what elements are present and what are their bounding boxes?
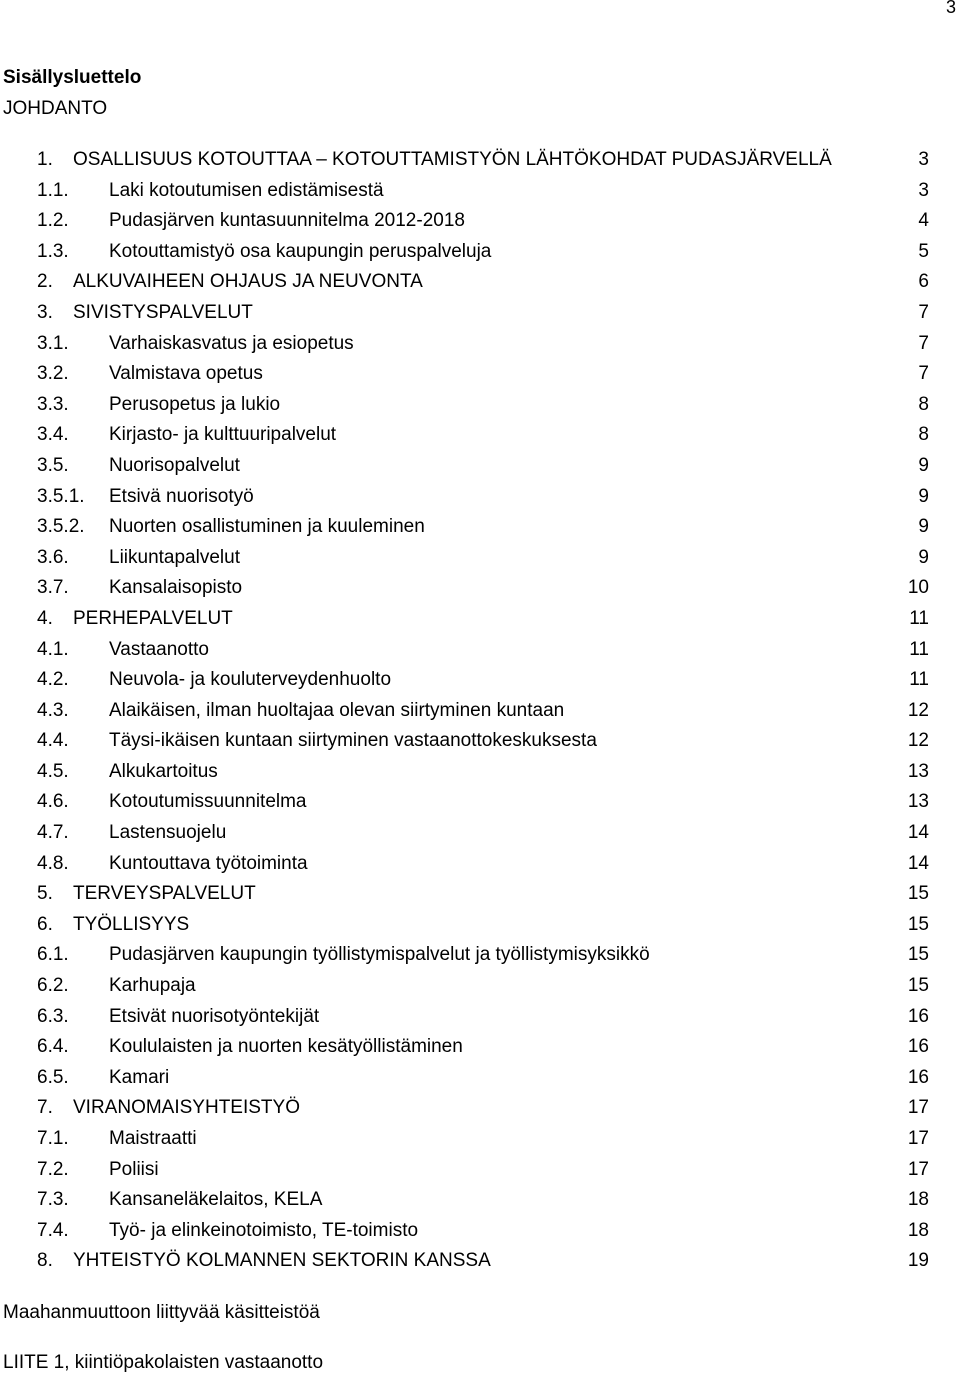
toc-entry-title: Täysi-ikäisen kuntaan siirtyminen vastaanottokeskuksesta (109, 730, 597, 752)
toc-entry-title: SIVISTYSPALVELUT (73, 301, 253, 323)
toc-entry-title: Etsivä nuorisotyö (109, 485, 254, 507)
toc-entry[interactable] (37, 760, 937, 791)
toc-entry-number: 8. (37, 1250, 53, 1272)
toc-intro-link[interactable]: JOHDANTO (3, 98, 108, 119)
toc-entry-number: 1.1. (37, 179, 69, 201)
toc-entry-page: 16 (907, 1036, 929, 1058)
toc-entry[interactable] (37, 729, 937, 760)
toc-entry[interactable] (37, 852, 937, 883)
toc-entry-number: 6.5. (37, 1066, 69, 1088)
toc-entry-number: 3.1. (37, 332, 69, 354)
toc-entry-number: 4. (37, 607, 53, 629)
toc-footer-appendix[interactable]: LIITE 1, kiintiöpakolaisten vastaanotto (3, 1352, 324, 1373)
toc-entry[interactable] (37, 882, 937, 913)
toc-entry-page: 9 (918, 516, 929, 538)
toc-entry[interactable] (37, 423, 937, 454)
toc-footer-terminology[interactable]: Maahanmuuttoon liittyvää käsitteistöä (3, 1302, 320, 1323)
toc-entry-page: 8 (918, 393, 929, 415)
toc-title: Sisällysluettelo (3, 67, 142, 88)
toc-entry-number: 3.5.1. (37, 485, 85, 507)
toc-entry-title: YHTEISTYÖ KOLMANNEN SEKTORIN KANSSA (73, 1250, 491, 1272)
toc-entry-title: ALKUVAIHEEN OHJAUS JA NEUVONTA (73, 271, 423, 293)
toc-entry-page: 18 (907, 1189, 929, 1211)
toc-entry-number: 6.2. (37, 975, 69, 997)
toc-entry-number: 3.5.2. (37, 516, 85, 538)
toc-entry[interactable] (37, 1158, 937, 1189)
toc-entry-number: 7.4. (37, 1219, 69, 1241)
toc-entry-page: 10 (907, 577, 929, 599)
toc-entry-number: 3.2. (37, 363, 69, 385)
toc-entry-page: 13 (907, 791, 929, 813)
toc-entry[interactable] (37, 638, 937, 669)
toc-entry-title: Poliisi (109, 1158, 159, 1180)
toc-entry-page: 8 (918, 424, 929, 446)
toc-entry[interactable] (37, 576, 937, 607)
toc-entry-page: 14 (907, 852, 929, 874)
toc-entry-number: 3.4. (37, 424, 69, 446)
toc-entry-page: 4 (918, 210, 929, 232)
toc-entry-number: 7. (37, 1097, 53, 1119)
toc-entry-title: Varhaiskasvatus ja esiopetus (109, 332, 354, 354)
toc-entry[interactable] (37, 546, 937, 577)
toc-entry-page: 6 (918, 271, 929, 293)
toc-entry-title: Valmistava opetus (109, 363, 263, 385)
toc-entry-page: 18 (907, 1219, 929, 1241)
toc-entry[interactable] (37, 607, 937, 638)
toc-entry-page: 12 (907, 730, 929, 752)
toc-entry-number: 7.2. (37, 1158, 69, 1180)
toc-entry-page: 11 (909, 607, 929, 629)
toc-entry[interactable] (37, 270, 937, 301)
toc-entry-page: 16 (907, 1005, 929, 1027)
toc-entry-page: 14 (907, 822, 929, 844)
toc-entry[interactable] (37, 301, 937, 332)
toc-entry-number: 1.3. (37, 240, 69, 262)
toc-entry-page: 16 (907, 1066, 929, 1088)
toc-entry-page: 17 (907, 1097, 929, 1119)
toc-entry-title: Kirjasto- ja kulttuuripalvelut (109, 424, 337, 446)
toc-entry-title: Lastensuojelu (109, 822, 227, 844)
toc-entry-number: 4.3. (37, 699, 69, 721)
toc-entry-number: 3.7. (37, 577, 69, 599)
toc-entry-number: 3.3. (37, 393, 69, 415)
toc-entry-title: Etsivät nuorisotyöntekijät (109, 1005, 320, 1027)
toc-entry[interactable] (37, 974, 937, 1005)
toc-entry-number: 6.4. (37, 1036, 69, 1058)
toc-entry-number: 4.7. (37, 822, 69, 844)
toc-entry-page: 7 (918, 363, 929, 385)
toc-entry-title: Alaikäisen, ilman huoltajaa olevan siirtyminen kuntaan (109, 699, 565, 721)
toc-entry-number: 7.1. (37, 1128, 69, 1149)
toc-entry-number: 6.3. (37, 1005, 69, 1027)
toc-entry-title: Kotouttamistyö osa kaupungin peruspalveluja (109, 240, 492, 262)
toc-entry-title: Neuvola- ja kouluterveydenhuolto (109, 669, 392, 691)
toc-entry-page: 3 (918, 149, 929, 170)
toc-entry-title: Pudasjärven kaupungin työllistymispalvelut ja työllistymisyksikkö (109, 944, 650, 966)
toc-entry[interactable] (37, 1035, 937, 1066)
toc-entry-title: Kuntouttava työtoiminta (109, 852, 308, 874)
toc-entry-number: 3.6. (37, 546, 69, 568)
toc-entry[interactable] (37, 393, 937, 424)
toc-entry-title: Nuorisopalvelut (109, 454, 240, 476)
toc-entry-title: PERHEPALVELUT (73, 607, 233, 629)
toc-entry[interactable] (37, 1249, 937, 1280)
toc-entry-number: 6. (37, 913, 53, 935)
toc-entry[interactable] (37, 943, 937, 974)
toc-entry-page: 19 (907, 1250, 929, 1272)
toc-entry-page: 17 (907, 1128, 929, 1149)
toc-entry[interactable] (37, 668, 937, 699)
toc-list (37, 148, 937, 1280)
toc-entry-page: 5 (918, 240, 929, 262)
toc-entry-title: Kotoutumissuunnitelma (109, 791, 307, 813)
toc-entry-title: Perusopetus ja lukio (109, 393, 281, 415)
toc-entry-number: 4.8. (37, 852, 69, 874)
toc-entry-number: 2. (37, 271, 53, 293)
toc-entry-number: 4.1. (37, 638, 69, 660)
toc-entry[interactable] (37, 515, 937, 546)
toc-entry[interactable] (37, 240, 937, 271)
toc-entry[interactable] (37, 454, 937, 485)
toc-entry-title: Vastaanotto (109, 638, 210, 660)
toc-entry-page: 3 (918, 179, 929, 201)
toc-entry-title: Maistraatti (109, 1128, 197, 1149)
toc-entry[interactable] (37, 1188, 937, 1219)
toc-entry[interactable] (37, 362, 937, 393)
toc-entry-title: Liikuntapalvelut (109, 546, 240, 568)
toc-entry-page: 9 (918, 454, 929, 476)
toc-entry[interactable] (37, 485, 937, 516)
toc-entry-title: Pudasjärven kuntasuunnitelma 2012-2018 (109, 210, 465, 232)
toc-entry-page: 15 (907, 913, 929, 935)
toc-entry-page: 9 (918, 546, 929, 568)
toc-entry-page: 15 (907, 975, 929, 997)
toc-entry[interactable] (37, 1096, 937, 1127)
toc-entry-title: VIRANOMAISYHTEISTYÖ (73, 1097, 300, 1119)
toc-entry[interactable] (37, 790, 937, 821)
toc-entry-title: Alkukartoitus (109, 760, 218, 782)
toc-entry[interactable] (37, 1219, 937, 1250)
toc-entry[interactable] (37, 148, 937, 179)
toc-entry[interactable] (37, 1005, 937, 1036)
toc-entry-number: 1.2. (37, 210, 69, 232)
toc-entry[interactable] (37, 913, 937, 944)
toc-entry-page: 15 (907, 944, 929, 966)
toc-entry-title: Työ- ja elinkeinotoimisto, TE-toimisto (109, 1219, 419, 1241)
toc-entry[interactable] (37, 1066, 937, 1097)
toc-entry-title: OSALLISUUS KOTOUTTAA – KOTOUTTAMISTYÖN LÄHTÖKOHDAT PUDASJÄRVELLÄ (73, 149, 832, 170)
toc-entry-title: Laki kotoutumisen edistämisestä (109, 179, 384, 201)
toc-entry-number: 1. (37, 149, 53, 170)
toc-entry-title: Karhupaja (109, 975, 196, 997)
toc-entry-title: Kansaneläkelaitos, KELA (109, 1189, 323, 1211)
page-number: 3 (945, 0, 956, 17)
toc-entry-title: Nuorten osallistuminen ja kuuleminen (109, 516, 425, 538)
toc-entry-page: 7 (918, 332, 929, 354)
toc-entry[interactable] (37, 1127, 937, 1158)
toc-entry[interactable] (37, 179, 937, 210)
toc-entry-number: 4.5. (37, 760, 69, 782)
toc-entry[interactable] (37, 699, 937, 730)
toc-entry-number: 3. (37, 301, 53, 323)
toc-entry-page: 7 (918, 301, 929, 323)
toc-entry-number: 3.5. (37, 454, 69, 476)
toc-entry-number: 4.6. (37, 791, 69, 813)
toc-entry-number: 7.3. (37, 1189, 69, 1211)
toc-entry-page: 9 (918, 485, 929, 507)
toc-entry-title: TYÖLLISYYS (73, 913, 190, 935)
toc-entry-number: 5. (37, 883, 53, 905)
toc-entry-page: 11 (909, 669, 929, 691)
toc-entry-page: 15 (907, 883, 929, 905)
toc-entry-title: Koululaisten ja nuorten kesätyöllistäminen (109, 1036, 463, 1058)
toc-entry[interactable] (37, 821, 937, 852)
toc-entry-title: Kamari (109, 1066, 170, 1088)
toc-entry-page: 13 (907, 760, 929, 782)
toc-entry-number: 4.2. (37, 669, 69, 691)
toc-entry-title: Kansalaisopisto (109, 577, 243, 599)
toc-entry-number: 4.4. (37, 730, 69, 752)
toc-entry-page: 12 (907, 699, 929, 721)
toc-entry[interactable] (37, 209, 937, 240)
toc-entry[interactable] (37, 332, 937, 363)
toc-entry-page: 17 (907, 1158, 929, 1180)
toc-entry-page: 11 (909, 638, 929, 660)
toc-entry-title: TERVEYSPALVELUT (73, 883, 256, 905)
toc-entry-number: 6.1. (37, 944, 69, 966)
